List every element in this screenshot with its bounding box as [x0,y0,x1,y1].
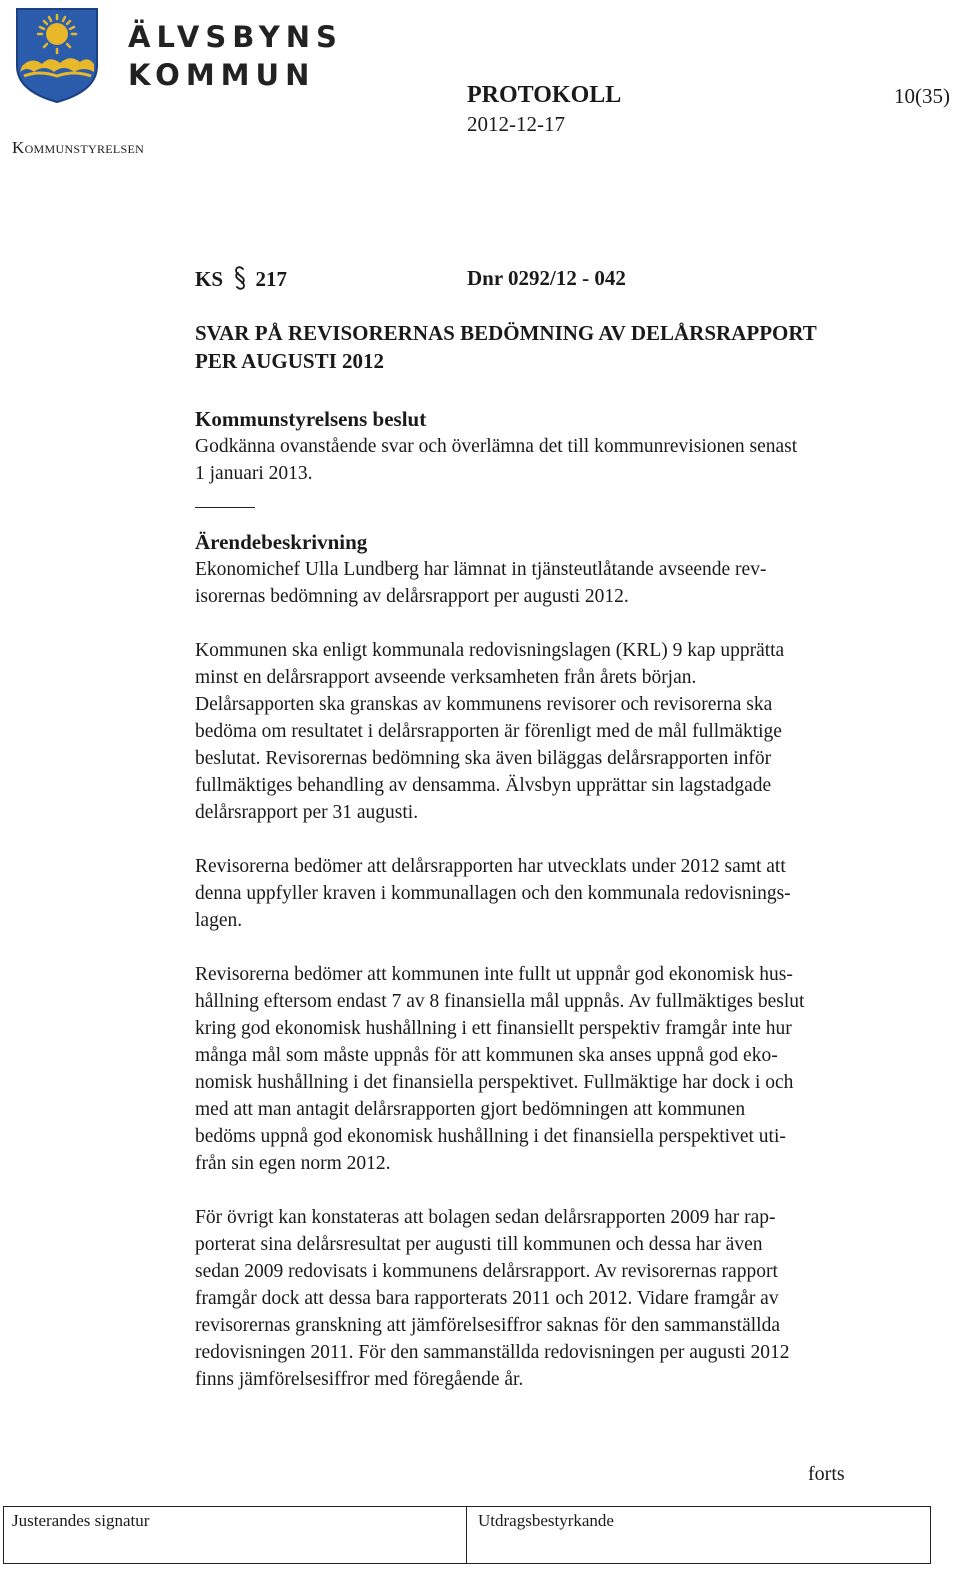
department-name: Kommunstyrelsen [12,138,145,157]
text-line: Ekonomichef Ulla Lundberg har lämnat in tjänsteutlåtande avseende rev- [195,559,767,580]
extract-certification-label: Utdragsbestyrkande [478,1511,614,1530]
text-line: Revisorerna bedömer att delårsrapporten har utvecklats under 2012 samt att [195,856,786,877]
text-line: Revisorerna bedömer att kommunen inte fullt ut uppnår god ekonomisk hus- [195,964,793,985]
text-line: delårsrapport per 31 augusti. [195,802,419,823]
text-line: många mål som måste uppnås för att kommunen ska anses uppnå god eko- [195,1045,778,1066]
logo-line-1: ÄLVSBYNS [128,20,343,54]
text-line: porterat sina delårsresultat per augusti till kommunen och dessa har även [195,1234,763,1255]
continuation-note: forts [808,1463,845,1485]
text-line: lagen. [195,910,243,931]
ks-prefix: KS [195,267,224,291]
text-line: Delårsapporten ska granskas av kommunens revisorer och revisorerna ska [195,694,773,715]
decision-text [195,433,920,487]
text-line: kring god ekonomisk hushållning i ett finansiellt perspektiv framgår inte hur [195,1018,792,1039]
text-line: bedöms uppnå god ekonomisk hushållning i det finansiella perspektivet uti- [195,1126,786,1147]
text-line: bedöma om resultatet i delårsrapporten är förenligt med de mål fullmäktige [195,721,782,742]
ks-number: 217 [255,267,288,291]
municipality-logo [14,6,343,106]
signature-box [3,1506,931,1564]
document-type: PROTOKOLL [467,82,622,108]
case-title-line-1: SVAR PÅ REVISORERNAS BEDÖMNING AV DELÅRSRAPPORT [195,321,817,345]
paragraph [195,853,920,934]
text-line: finns jämförelsesiffror med föregående år. [195,1369,524,1390]
text-line: framgår dock att dessa bara rapporterats 2011 och 2012. Vidare framgår av [195,1288,779,1309]
paragraph [195,1204,920,1393]
description-heading: Ärendebeskrivning [195,530,368,554]
paragraph [195,637,920,826]
text-line: fullmäktiges behandling av densamma. Älvsbyn upprättar sin lagstadgade [195,775,772,796]
diary-number: Dnr 0292/12 - 042 [467,266,626,290]
case-title [195,319,817,375]
text-line: Kommunen ska enligt kommunala redovisningslagen (KRL) 9 kap upprätta [195,640,785,661]
text-line: isorernas bedömning av delårsrapport per augusti 2012. [195,586,629,607]
text-line: 1 januari 2013. [195,463,313,484]
text-line: beslutat. Revisorernas bedömning ska även biläggas delårsrapporten inför [195,748,772,769]
logo-wordmark [128,18,343,94]
case-number [195,266,287,292]
signature-divider [466,1507,467,1563]
text-line: med att man antagit delårsrapporten gjort bedömningen att kommunen [195,1099,746,1120]
paragraph [195,961,920,1177]
case-title-line-2: PER AUGUSTI 2012 [195,349,385,373]
document-date: 2012-12-17 [467,112,565,136]
decision-heading: Kommunstyrelsens beslut [195,407,427,431]
text-line: nomisk hushållning i det finansiella perspektivet. Fullmäktige har dock i och [195,1072,794,1093]
section-sign-icon [233,266,247,290]
text-line: från sin egen norm 2012. [195,1153,391,1174]
text-line: hållning eftersom endast 7 av 8 finansiella mål uppnås. Av fullmäktiges beslut [195,991,805,1012]
section-divider [195,507,255,508]
text-line: minst en delårsrapport avseende verksamheten från årets början. [195,667,697,688]
text-line: För övrigt kan konstateras att bolagen sedan delårsrapporten 2009 har rap- [195,1207,776,1228]
page-number: 10(35) [894,84,950,108]
document-body [195,406,920,1393]
text-line: revisorernas granskning att jämförelsesiffror saknas för den sammanställda [195,1315,780,1336]
text-line: sedan 2009 redovisats i kommunens delårsrapport. Av revisorernas rapport [195,1261,778,1282]
text-line: Godkänna ovanstående svar och överlämna det till kommunrevisionen senast [195,436,798,457]
paragraph [195,556,920,610]
logo-line-2: KOMMUN [128,58,316,92]
adjuster-signature-label: Justerandes signatur [12,1511,150,1530]
text-line: denna uppfyller kraven i kommunallagen och den kommunala redovisnings- [195,883,791,904]
text-line: redovisningen 2011. För den sammanställda redovisningen per augusti 2012 [195,1342,790,1363]
coat-of-arms-icon [14,6,100,104]
